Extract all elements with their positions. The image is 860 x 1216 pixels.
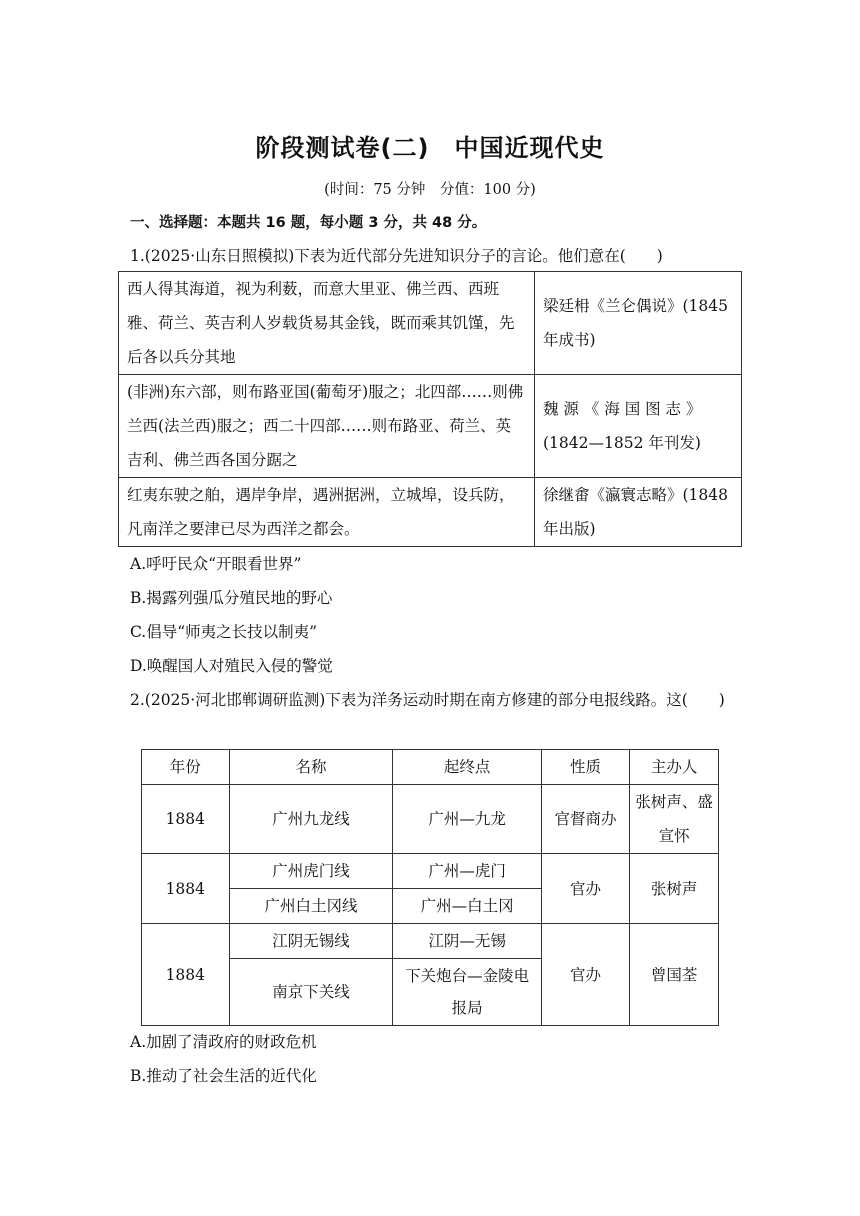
header-cell: 名称 (229, 750, 393, 785)
quote-cell: 西人得其海道，视为利薮，而意大里亚、佛兰西、西班雅、荷兰、英吉利人岁载货易其金钱，既而乘其饥馑，先后各以兵分其地 (119, 272, 535, 375)
quote-table (118, 271, 742, 547)
quote-cell: 红夷东驶之舶，遇岸争岸，遇洲据洲，立城埠，设兵防，凡南洋之要津已尽为西洋之都会。 (119, 478, 535, 547)
table-row (142, 924, 719, 959)
option-d: D.唤醒国人对殖民入侵的警觉 (130, 657, 333, 675)
section-heading: 一、选择题：本题共 16 题，每小题 3 分，共 48 分。 (130, 215, 487, 231)
option-a: A.加剧了清政府的财政危机 (130, 1033, 317, 1051)
route-cell: 下关炮台—金陵电报局 (393, 959, 541, 1026)
line-name-cell: 广州九龙线 (229, 785, 393, 854)
sponsor-cell: 张树声 (630, 854, 719, 924)
quote-cell: (非洲)东六部，则布路亚国(葡萄牙)服之；北四部……则佛兰西(法兰西)服之；西二十四部……则布路亚、荷兰、英吉利、佛兰西各国分踞之 (119, 375, 535, 478)
year-cell: 1884 (142, 785, 230, 854)
nature-cell: 官办 (541, 854, 630, 924)
year-cell: 1884 (142, 854, 230, 924)
line-name-cell: 广州白土冈线 (229, 889, 393, 924)
source-cell: 梁廷枏《兰仑偶说》(1845 年成书) (535, 272, 742, 375)
header-cell: 性质 (541, 750, 630, 785)
line-name-cell: 江阴无锡线 (229, 924, 393, 959)
table-header-row (142, 750, 719, 785)
route-cell: 广州—白土冈 (393, 889, 541, 924)
telegraph-table (141, 749, 719, 1026)
nature-cell: 官督商办 (541, 785, 630, 854)
option-a: A.呼吁民众“开眼看世界” (130, 555, 302, 573)
nature-cell: 官办 (541, 924, 630, 1026)
line-name-cell: 广州虎门线 (229, 854, 393, 889)
header-cell: 起终点 (393, 750, 541, 785)
route-cell: 广州—九龙 (393, 785, 541, 854)
question-1-stem: 1.(2025·山东日照模拟)下表为近代部分先进知识分子的言论。他们意在( ) (130, 247, 663, 265)
exam-meta: (时间：75 分钟 分值：100 分) (324, 182, 536, 198)
sponsor-cell: 曾国荃 (630, 924, 719, 1026)
table-row (142, 854, 719, 889)
table-row (142, 785, 719, 854)
table-row (119, 478, 742, 547)
source-cell: 魏 源 《 海 国 图 志 》(1842—1852 年刊发) (535, 375, 742, 478)
line-name-cell: 南京下关线 (229, 959, 393, 1026)
option-c: C.倡导“师夷之长技以制夷” (130, 623, 318, 641)
option-b: B.揭露列强瓜分殖民地的野心 (130, 589, 333, 607)
header-cell: 主办人 (630, 750, 719, 785)
sponsor-cell: 张树声、盛宣怀 (630, 785, 719, 854)
table-row (119, 375, 742, 478)
question-2-stem: 2.(2025·河北邯郸调研监测)下表为洋务运动时期在南方修建的部分电报线路。这( ) (130, 691, 725, 709)
page-title: 阶段测试卷(二) 中国近现代史 (255, 134, 605, 162)
source-cell: 徐继畬《瀛寰志略》(1848 年出版) (535, 478, 742, 547)
table-row (119, 272, 742, 375)
header-cell: 年份 (142, 750, 230, 785)
route-cell: 江阴—无锡 (393, 924, 541, 959)
option-b: B.推动了社会生活的近代化 (130, 1067, 317, 1085)
year-cell: 1884 (142, 924, 230, 1026)
route-cell: 广州—虎门 (393, 854, 541, 889)
